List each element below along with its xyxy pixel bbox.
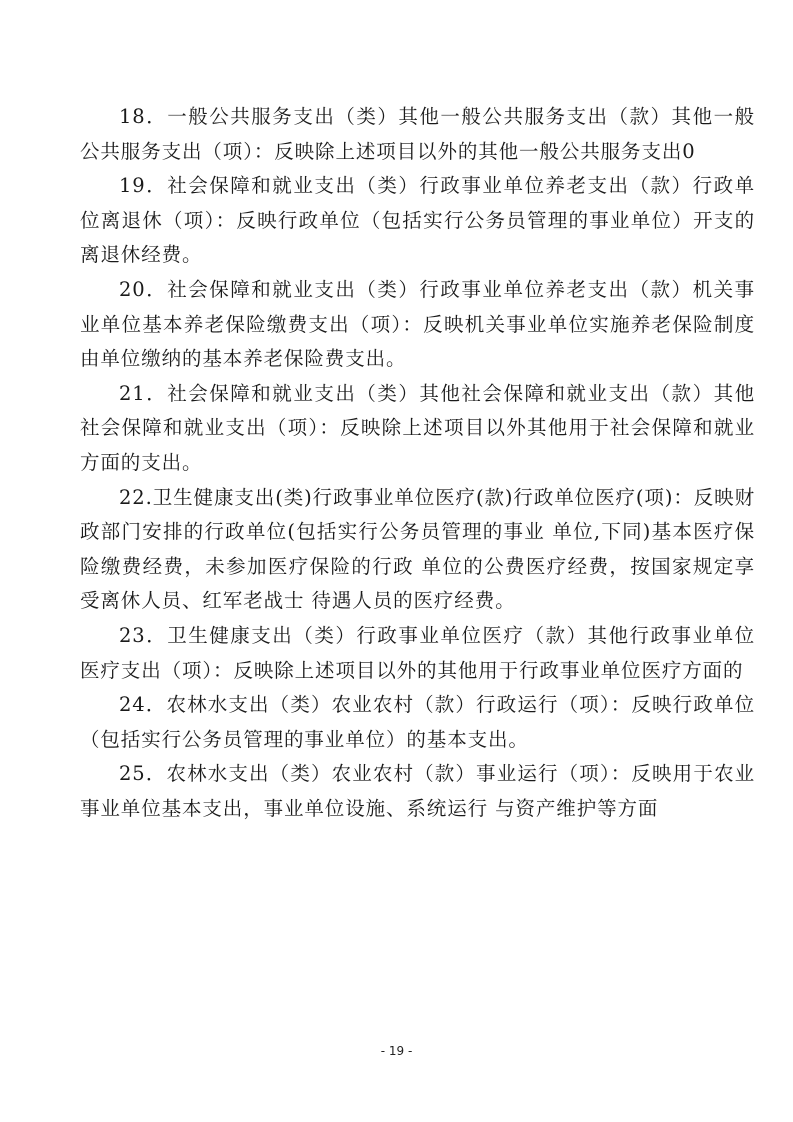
paragraph-20: 20．社会保障和就业支出（类）行政事业单位养老支出（款）机关事业单位基本养老保险缴费支出（项）：反映机关事业单位实施养老保险制度由单位缴纳的基本养老保险费支出。: [80, 277, 755, 371]
paragraph-24: 24．农林水支出（类）农业农村（款）行政运行（项）：反映行政单位（包括实行公务员管理的事业单位）的基本支出。: [80, 693, 755, 751]
paragraph-25: 25．农林水支出（类）农业农村（款）事业运行（项）：反映用于农业事业单位基本支出，事业单位设施、系统运行 与资产维护等方面: [80, 762, 755, 820]
paragraph-23: 23．卫生健康支出（类）行政事业单位医疗（款）其他行政事业单位医疗支出（项）：反映除上述项目以外的其他用于行政事业单位医疗方面的: [80, 623, 755, 682]
page-number: - 19 -: [380, 1044, 413, 1058]
paragraph-21: 21．社会保障和就业支出（类）其他社会保障和就业支出（款）其他社会保障和就业支出（项）：反映除上述项目以外其他用于社会保障和就业方面的支出。: [80, 381, 755, 474]
body-text: [80, 100, 755, 826]
paragraph-18: 18．一般公共服务支出（类）其他一般公共服务支出（款）其他一般公共服务支出（项）：反映除上述项目以外的其他一般公共服务支出0: [80, 105, 755, 163]
paragraph-19: 19．社会保障和就业支出（类）行政事业单位养老支出（款）行政单位离退休（项）：反映行政单位（包括实行公务员管理的事业单位）开支的 离退休经费。: [80, 174, 755, 267]
paragraph-22: 22.卫生健康支出(类)行政事业单位医疗(款)行政单位医疗(项)：反映财政部门安排的行政单位(包括实行公务员管理的事业 单位,下同)基本医疗保险缴费经费，未参加医疗保险的行政 单位的公费医疗经费，按国家规定享受离休人员、红军老战士 待遇人员的医疗经费。: [80, 485, 755, 613]
